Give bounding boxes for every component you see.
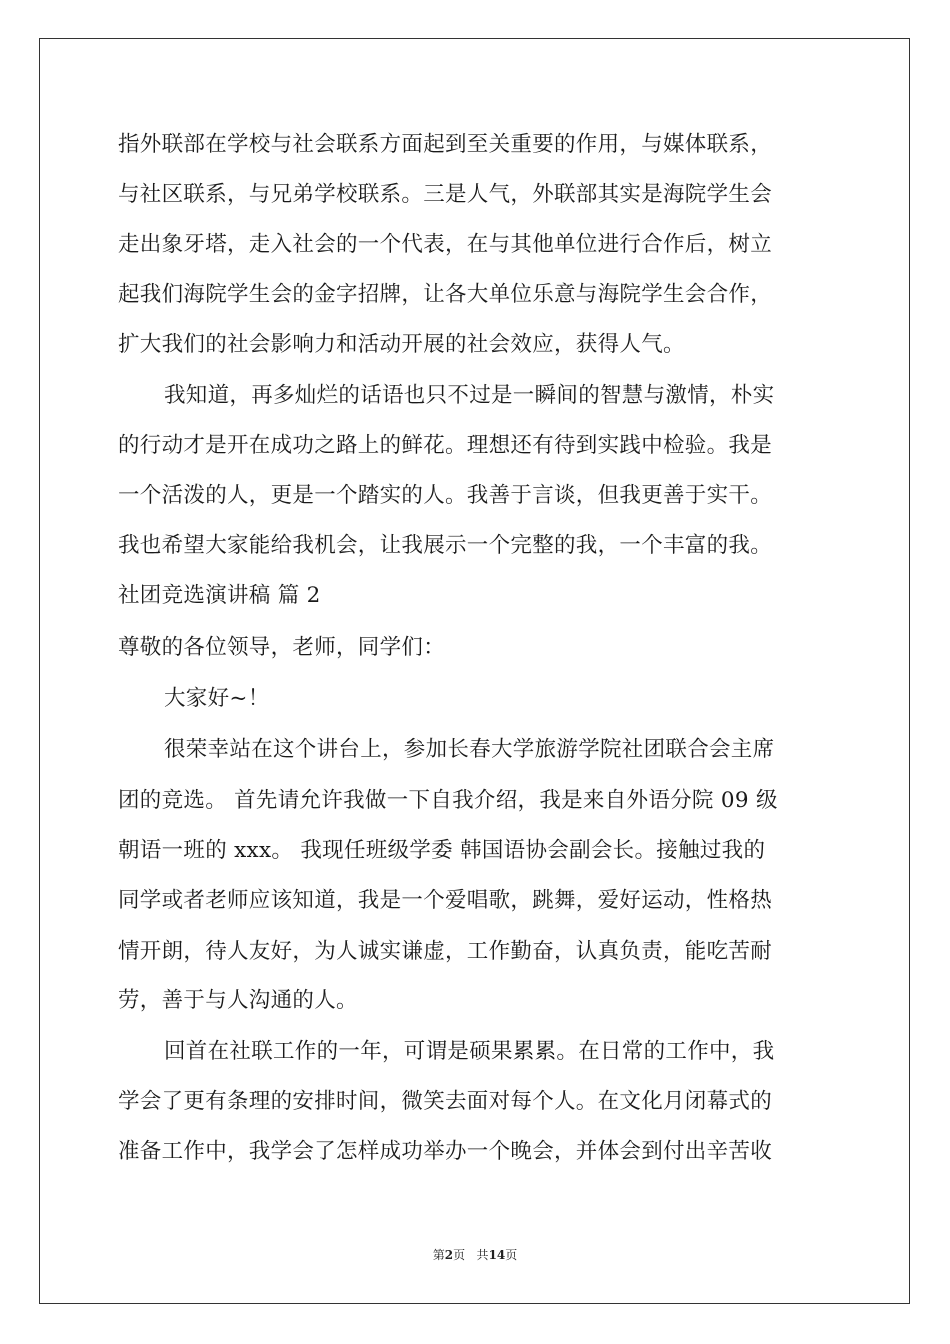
text-line: 劳，善于与人沟通的人。 (118, 988, 358, 1013)
text-line: 一个活泼的人，更是一个踏实的人。我善于言谈，但我更善于实干。 (118, 483, 773, 508)
page-total: 14 (488, 1248, 506, 1262)
page-current: 2 (444, 1248, 454, 1262)
text-line: 学会了更有条理的安排时间，微笑去面对每个人。在文化月闭幕式的 (118, 1089, 773, 1114)
text-line: 回首在社联工作的一年，可谓是硕果累累。在日常的工作中，我 (164, 1039, 775, 1064)
text-line: 同学或者老师应该知道，我是一个爱唱歌，跳舞，爱好运动，性格热 (118, 888, 773, 913)
text-line: 起我们海院学生会的金字招牌，让各大单位乐意与海院学生会合作， (118, 282, 773, 307)
page-prefix: 第 (432, 1248, 445, 1262)
text-line: 指外联部在学校与社会联系方面起到至关重要的作用，与媒体联系， (118, 132, 773, 157)
text-line: 扩大我们的社会影响力和活动开展的社会效应，获得人气。 (118, 332, 685, 357)
salutation: 尊敬的各位领导，老师，同学们： (118, 635, 446, 660)
text-line: 走出象牙塔，走入社会的一个代表，在与其他单位进行合作后，树立 (118, 232, 773, 257)
text-line: 很荣幸站在这个讲台上，参加长春大学旅游学院社团联合会主席 (164, 737, 775, 762)
page-unit: 页 (453, 1248, 466, 1262)
text-line: 我也希望大家能给我机会，让我展示一个完整的我，一个丰富的我。 (118, 533, 773, 558)
text-line: 团的竞选。 首先请允许我做一下自我介绍，我是来自外语分院 09 级 (118, 788, 778, 813)
text-line: 与社区联系，与兄弟学校联系。三是人气，外联部其实是海院学生会 (118, 182, 773, 207)
text-line: 朝语一班的 xxx。 我现任班级学委 韩国语协会副会长。接触过我的 (118, 838, 766, 863)
text-line: 情开朗，待人友好，为人诚实谦虚，工作勤奋，认真负责，能吃苦耐 (118, 939, 773, 964)
text-line: 准备工作中，我学会了怎样成功举办一个晚会，并体会到付出辛苦收 (118, 1139, 773, 1164)
text-line: 的行动才是开在成功之路上的鲜花。理想还有待到实践中检验。我是 (118, 433, 773, 458)
greeting: 大家好~！ (164, 686, 270, 711)
total-prefix: 共 (476, 1248, 489, 1262)
text-line: 我知道，再多灿烂的话语也只不过是一瞬间的智慧与激情，朴实 (164, 383, 775, 408)
page-footer (0, 1246, 950, 1264)
total-unit: 页 (505, 1248, 518, 1262)
section-heading: 社团竞选演讲稿 篇 2 (118, 583, 321, 608)
